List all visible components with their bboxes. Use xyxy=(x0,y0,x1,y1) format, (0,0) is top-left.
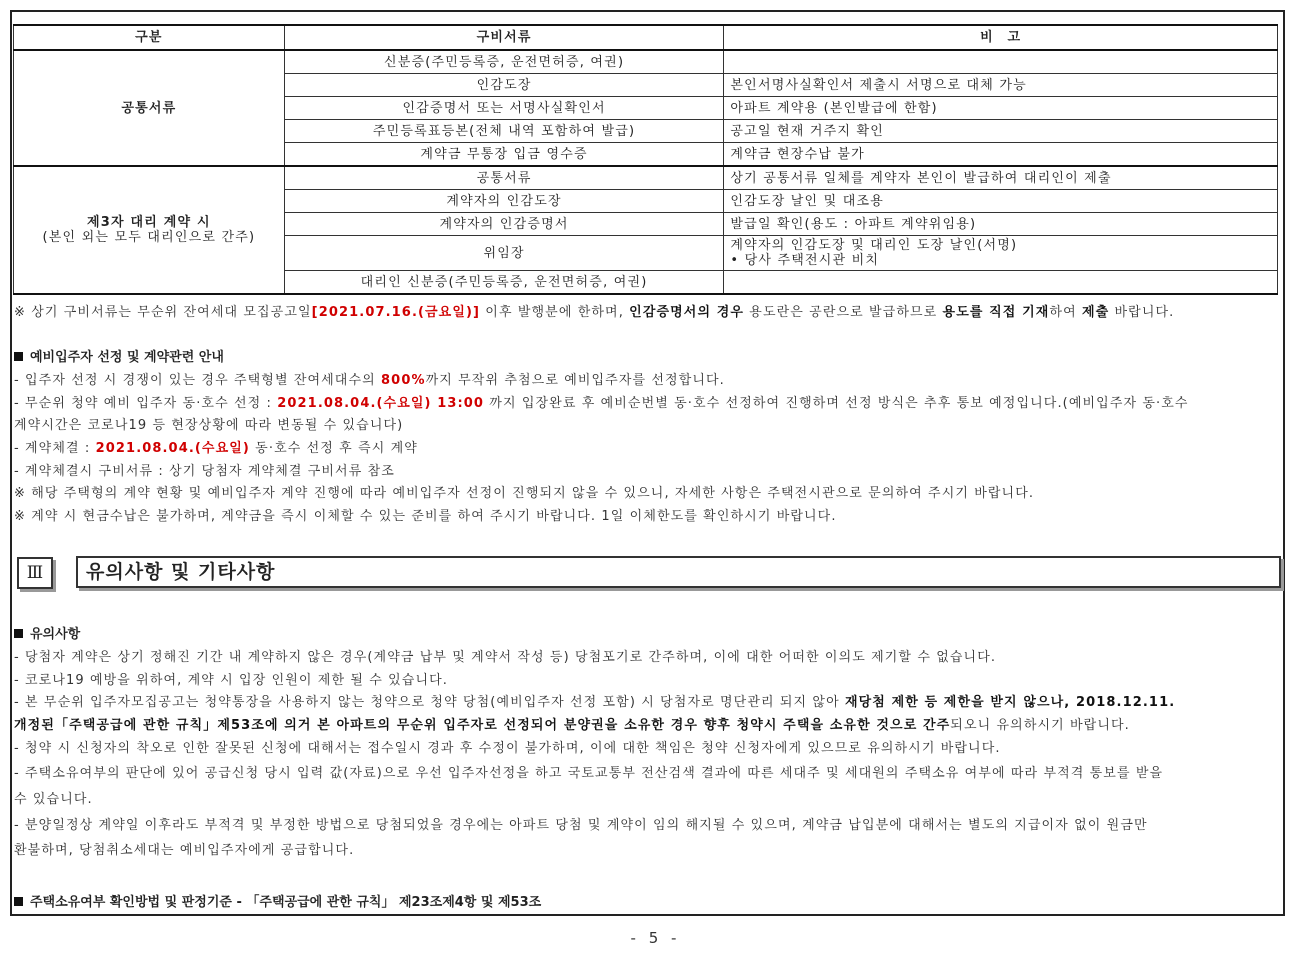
page-number: - 5 - xyxy=(630,929,681,947)
table-row xyxy=(14,166,1278,190)
note-bold: 제출 xyxy=(1081,305,1110,320)
documents-note xyxy=(14,301,1174,320)
highlight-text: 800% xyxy=(381,373,426,388)
doc-cell: 주민등록표등본(전체 내역 포함하여 발급) xyxy=(284,120,724,143)
line-text: 까지 무작위 추첨으로 예비입주자를 선정합니다. xyxy=(425,373,725,388)
note-cell: 상기 공통서류 일체를 계약자 본인이 발급하여 대리인이 제출 xyxy=(724,166,1278,190)
line-text: - 무순위 청약 예비 입주자 동·호수 선정 : xyxy=(14,396,278,411)
doc-cell: 인감도장 xyxy=(284,74,724,97)
header-documents: 구비서류 xyxy=(284,25,724,50)
highlight-text: 2021.08.04.(수요일) 13:00 xyxy=(277,396,485,411)
note-text: 바랍니다. xyxy=(1109,305,1175,320)
highlight-text: 2021.08.04.(수요일) xyxy=(95,441,250,456)
doc-cell: 신분증(주민등록증, 운전면허증, 여권) xyxy=(284,50,724,74)
line-text: - 계약체결 : xyxy=(14,441,96,456)
doc-cell: 계약금 무통장 입금 영수증 xyxy=(284,143,724,167)
notes-line: - 당첨자 계약은 상기 정해진 기간 내 계약하지 않은 경우(계약금 납부 및 계약서 작성 등) 당첨포기로 간주하며, 이에 대한 어떠한 이의도 제기할 수 없습니다. xyxy=(14,650,997,665)
reserve-heading xyxy=(14,346,224,365)
note-bold: 용도를 직접 기재 xyxy=(942,305,1050,320)
category-common xyxy=(14,50,285,166)
table-header-row xyxy=(14,25,1278,50)
note-cell xyxy=(724,50,1278,74)
heading-text: 유의사항 xyxy=(30,627,81,642)
note-text: 이후 발행분에 한하며, xyxy=(480,305,630,320)
heading-text: 예비입주자 선정 및 계약관련 안내 xyxy=(30,350,224,365)
notes-heading xyxy=(14,623,80,642)
doc-cell: 공통서류 xyxy=(284,166,724,190)
note-cell xyxy=(724,236,1278,271)
category-label: 공통서류 xyxy=(121,100,177,116)
doc-cell: 인감증명서 또는 서명사실확인서 xyxy=(284,97,724,120)
line-bold: 개정된「주택공급에 관한 규칙」제53조에 의거 본 아파트의 무순위 입주자로 선정되어 분양권을 소유한 경우 향후 청약시 주택을 소유한 것으로 간주 xyxy=(14,718,951,733)
header-category: 구분 xyxy=(14,25,285,50)
reserve-line xyxy=(14,437,418,456)
note-cell: 공고일 현재 거주지 확인 xyxy=(724,120,1278,143)
section-number: Ⅲ xyxy=(17,557,53,589)
reserve-line xyxy=(14,369,725,388)
doc-cell: 계약자의 인감증명서 xyxy=(284,213,724,236)
header-remarks: 비 고 xyxy=(724,25,1278,50)
note-cell xyxy=(724,271,1278,295)
notes-line: - 주택소유여부의 판단에 있어 공급신청 당시 입력 값(자료)으로 우선 입주자선정을 하고 국토교통부 전산검색 결과에 따른 세대주 및 세대원의 주택소유 여부에 따라 부적격 통보를 받을 xyxy=(14,766,1164,781)
category-sublabel: (본인 외는 모두 대리인으로 간주) xyxy=(42,230,256,245)
note-bold: 인감증명서의 경우 xyxy=(629,305,745,320)
line-text: 되오니 유의하시기 바랍니다. xyxy=(950,718,1130,733)
note-text: 용도란은 공란으로 발급하므로 xyxy=(744,305,943,320)
category-proxy xyxy=(14,166,285,294)
doc-cell: 대리인 신분증(주민등록증, 운전면허증, 여권) xyxy=(284,271,724,295)
note-line: 계약자의 인감도장 및 대리인 도장 날인(서명) xyxy=(730,238,1018,253)
notes-line xyxy=(14,714,1130,733)
reserve-line: - 계약체결시 구비서류 : 상기 당첨자 계약체결 구비서류 참조 xyxy=(14,464,395,479)
reserve-line: 계약시간은 코로나19 등 현장상황에 따라 변동될 수 있습니다) xyxy=(14,418,404,433)
category-label: 제3자 대리 계약 시 xyxy=(87,215,211,230)
notes-line: 환불하며, 당첨취소세대는 예비입주자에게 공급합니다. xyxy=(14,843,355,858)
note-text: 하여 xyxy=(1049,305,1082,320)
line-text: - 입주자 선정 시 경쟁이 있는 경우 주택형별 잔여세대수의 xyxy=(14,373,382,388)
notes-line: - 청약 시 신청자의 착오로 인한 잘못된 신청에 대해서는 접수일시 경과 후 수정이 불가하며, 이에 대한 책임은 청약 신청자에게 있으므로 유의하시기 바랍니다. xyxy=(14,741,1001,756)
note-cell: 발급일 확인(용도 : 아파트 계약위임용) xyxy=(724,213,1278,236)
notes-line: - 코로나19 예방을 위하여, 계약 시 입장 인원이 제한 될 수 있습니다. xyxy=(14,673,449,688)
square-bullet-icon xyxy=(14,352,23,361)
note-line: • 당사 주택전시관 비치 xyxy=(730,253,880,268)
reserve-line xyxy=(14,392,1189,411)
line-text: - 본 무순위 입주자모집공고는 청약통장을 사용하지 않는 청약으로 청약 당첨(예비입주자 선정 포함) 시 당첨자로 명단관리 되지 않아 xyxy=(14,695,845,710)
heading-text: 주택소유여부 확인방법 및 판정기준 - 「주택공급에 관한 규칙」 제23조제4항 및 제53조 xyxy=(30,895,542,910)
documents-table xyxy=(13,24,1278,295)
note-text: ※ 상기 구비서류는 무순위 잔여세대 모집공고일 xyxy=(14,305,312,320)
reserve-line: ※ 해당 주택형의 계약 현황 및 예비입주자 계약 진행에 따라 예비입주자 선정이 진행되지 않을 수 있으니, 자세한 사항은 주택전시관으로 문의하여 주시기 바랍니다. xyxy=(14,486,1035,501)
note-cell: 아파트 계약용 (본인발급에 한함) xyxy=(724,97,1278,120)
section-title: 유의사항 및 기타사항 xyxy=(76,556,1281,588)
notes-line: - 분양일정상 계약일 이후라도 부적격 및 부정한 방법으로 당첨되었을 경우에는 아파트 당첨 및 계약이 임의 해지될 수 있으며, 계약금 납입분에 대해서는 별도의 지급이자 없이 원금만 xyxy=(14,818,1148,833)
line-bold: 재당첨 제한 등 제한을 받지 않으나, 2018.12.11. xyxy=(844,695,1176,710)
square-bullet-icon xyxy=(14,897,23,906)
reserve-line: ※ 계약 시 현금수납은 불가하며, 계약금을 즉시 이체할 수 있는 준비를 하여 주시기 바랍니다. 1일 이체한도를 확인하시기 바랍니다. xyxy=(14,509,837,524)
doc-cell: 계약자의 인감도장 xyxy=(284,190,724,213)
line-text: 동·호수 선정 후 즉시 계약 xyxy=(249,441,418,456)
line-text: 까지 입장완료 후 예비순번별 동·호수 선정하여 진행하며 선정 방식은 추후 통보 예정입니다.(예비입주자 동·호수 xyxy=(484,396,1189,411)
ownership-heading xyxy=(14,891,541,910)
table-row xyxy=(14,50,1278,74)
doc-cell: 위임장 xyxy=(284,236,724,271)
notes-line: 수 있습니다. xyxy=(14,792,93,807)
note-cell: 계약금 현장수납 불가 xyxy=(724,143,1278,167)
note-cell: 인감도장 날인 및 대조용 xyxy=(724,190,1278,213)
note-cell: 본인서명사실확인서 제출시 서명으로 대체 가능 xyxy=(724,74,1278,97)
square-bullet-icon xyxy=(14,629,23,638)
notes-line xyxy=(14,691,1175,710)
notice-date: [2021.07.16.(금요일)] xyxy=(311,305,481,320)
